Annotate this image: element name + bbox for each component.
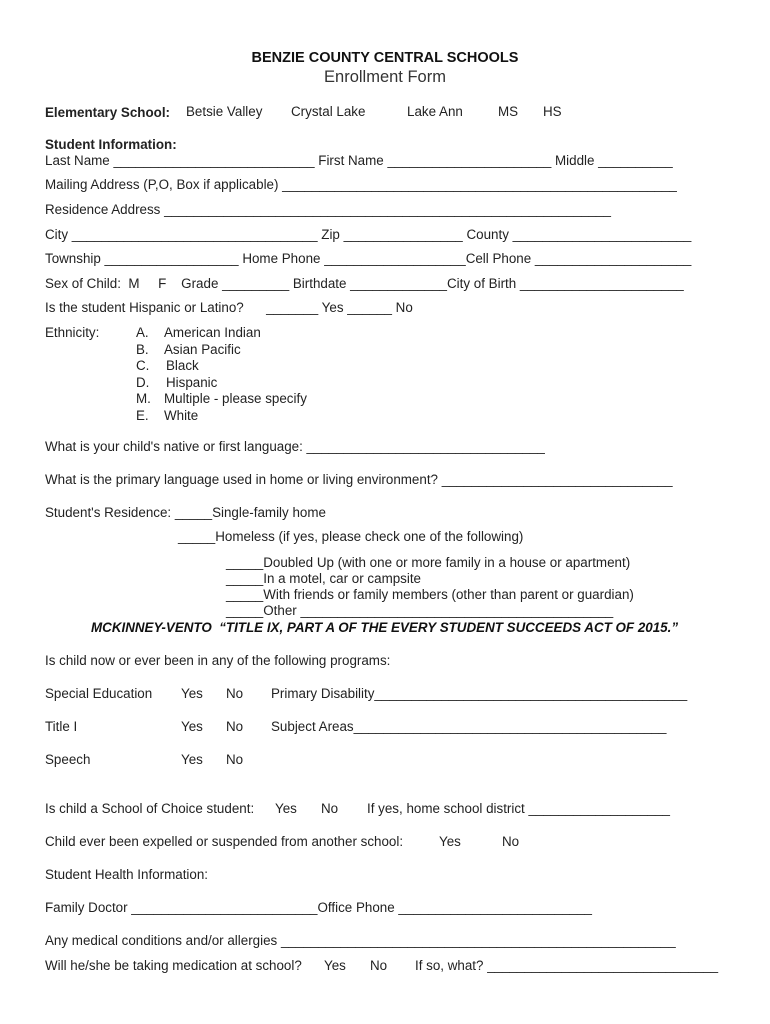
- program-speech: Speech: [45, 752, 91, 767]
- ethnicity-letter-m: M.: [136, 391, 151, 406]
- ethnicity-option-american-indian[interactable]: American Indian: [164, 325, 261, 340]
- special-education-no[interactable]: No: [226, 686, 244, 701]
- township-phone-fields[interactable]: Township __________________ Home Phone ___________________Cell Phone _____________________: [45, 251, 692, 266]
- speech-no[interactable]: No: [226, 752, 244, 767]
- school-of-choice-no[interactable]: No: [321, 801, 339, 816]
- ethnicity-option-black[interactable]: Black: [166, 358, 199, 373]
- medication-yes[interactable]: Yes: [324, 958, 346, 973]
- ethnicity-letter-a: A.: [136, 325, 149, 340]
- expelled-yes[interactable]: Yes: [439, 834, 461, 849]
- school-option-betsie-valley[interactable]: Betsie Valley: [186, 104, 263, 119]
- homeless-doubled-up[interactable]: _____Doubled Up (with one or more family in a house or apartment): [226, 555, 631, 570]
- school-option-hs[interactable]: HS: [543, 104, 562, 119]
- homeless-friends-family[interactable]: _____With friends or family members (other than parent or guardian): [226, 587, 634, 602]
- ethnicity-option-multiple[interactable]: Multiple - please specify: [164, 391, 307, 406]
- medication-what-field[interactable]: If so, what? _______________________________: [415, 958, 719, 973]
- speech-yes[interactable]: Yes: [181, 752, 203, 767]
- hispanic-question[interactable]: Is the student Hispanic or Latino? _______ Yes ______ No: [45, 300, 413, 315]
- subject-areas-field[interactable]: Subject Areas__________________________________________: [271, 719, 667, 734]
- medication-question: Will he/she be taking medication at school?: [45, 958, 302, 973]
- title-i-no[interactable]: No: [226, 719, 244, 734]
- special-education-yes[interactable]: Yes: [181, 686, 203, 701]
- ethnicity-letter-b: B.: [136, 342, 149, 357]
- school-of-choice-question: Is child a School of Choice student:: [45, 801, 255, 816]
- school-of-choice-yes[interactable]: Yes: [275, 801, 297, 816]
- student-health-heading: Student Health Information:: [45, 867, 209, 882]
- homeless-motel[interactable]: _____In a motel, car or campsite: [226, 571, 422, 586]
- medical-conditions-field[interactable]: Any medical conditions and/or allergies _____________________________________________________: [45, 933, 676, 948]
- school-name: BENZIE COUNTY CENTRAL SCHOOLS: [251, 50, 519, 66]
- city-zip-county-fields[interactable]: City _________________________________ Zip ________________ County ________________________: [45, 227, 692, 242]
- school-option-ms[interactable]: MS: [498, 104, 519, 119]
- mckinney-vento-note: MCKINNEY-VENTO “TITLE IX, PART A OF THE EVERY STUDENT SUCCEEDS ACT OF 2015.”: [91, 620, 679, 635]
- ethnicity-option-asian-pacific[interactable]: Asian Pacific: [164, 342, 241, 357]
- program-special-education: Special Education: [45, 686, 153, 701]
- expelled-no[interactable]: No: [502, 834, 520, 849]
- primary-language-field[interactable]: What is the primary language used in home or living environment? _______________________________: [45, 472, 673, 487]
- title-i-yes[interactable]: Yes: [181, 719, 203, 734]
- student-information-heading: Student Information:: [45, 137, 177, 152]
- residence-address-field[interactable]: Residence Address ____________________________________________________________: [45, 202, 611, 217]
- family-doctor-fields[interactable]: Family Doctor _________________________Office Phone __________________________: [45, 900, 593, 915]
- residence-homeless[interactable]: _____Homeless (if yes, please check one of the following): [178, 529, 524, 544]
- school-option-crystal-lake[interactable]: Crystal Lake: [291, 104, 366, 119]
- residence-single-family[interactable]: Student's Residence: _____Single-family home: [45, 505, 326, 520]
- native-language-field[interactable]: What is your child's native or first language: ________________________________: [45, 439, 545, 454]
- mailing-address-field[interactable]: Mailing Address (P,O, Box if applicable) _____________________________________________________: [45, 177, 677, 192]
- ethnicity-label: Ethnicity:: [45, 325, 100, 340]
- ethnicity-letter-e: E.: [136, 408, 149, 423]
- primary-disability-field[interactable]: Primary Disability__________________________________________: [271, 686, 688, 701]
- program-title-i: Title I: [45, 719, 78, 734]
- form-title: Enrollment Form: [324, 68, 446, 86]
- ethnicity-option-white[interactable]: White: [164, 408, 199, 423]
- home-school-district-field[interactable]: If yes, home school district ___________________: [367, 801, 670, 816]
- ethnicity-option-hispanic[interactable]: Hispanic: [166, 375, 218, 390]
- ethnicity-letter-c: C.: [136, 358, 150, 373]
- medication-no[interactable]: No: [370, 958, 388, 973]
- name-fields[interactable]: Last Name ___________________________ First Name ______________________ Middle __________: [45, 153, 673, 168]
- sex-grade-birth-fields[interactable]: Sex of Child: M F Grade _________ Birthdate _____________City of Birth ______________________: [45, 276, 684, 291]
- programs-question: Is child now or ever been in any of the following programs:: [45, 653, 391, 668]
- ethnicity-letter-d: D.: [136, 375, 150, 390]
- elementary-school-label: Elementary School:: [45, 105, 171, 120]
- homeless-other[interactable]: _____Other __________________________________________: [226, 603, 614, 618]
- expelled-question: Child ever been expelled or suspended from another school:: [45, 834, 404, 849]
- school-option-lake-ann[interactable]: Lake Ann: [407, 104, 463, 119]
